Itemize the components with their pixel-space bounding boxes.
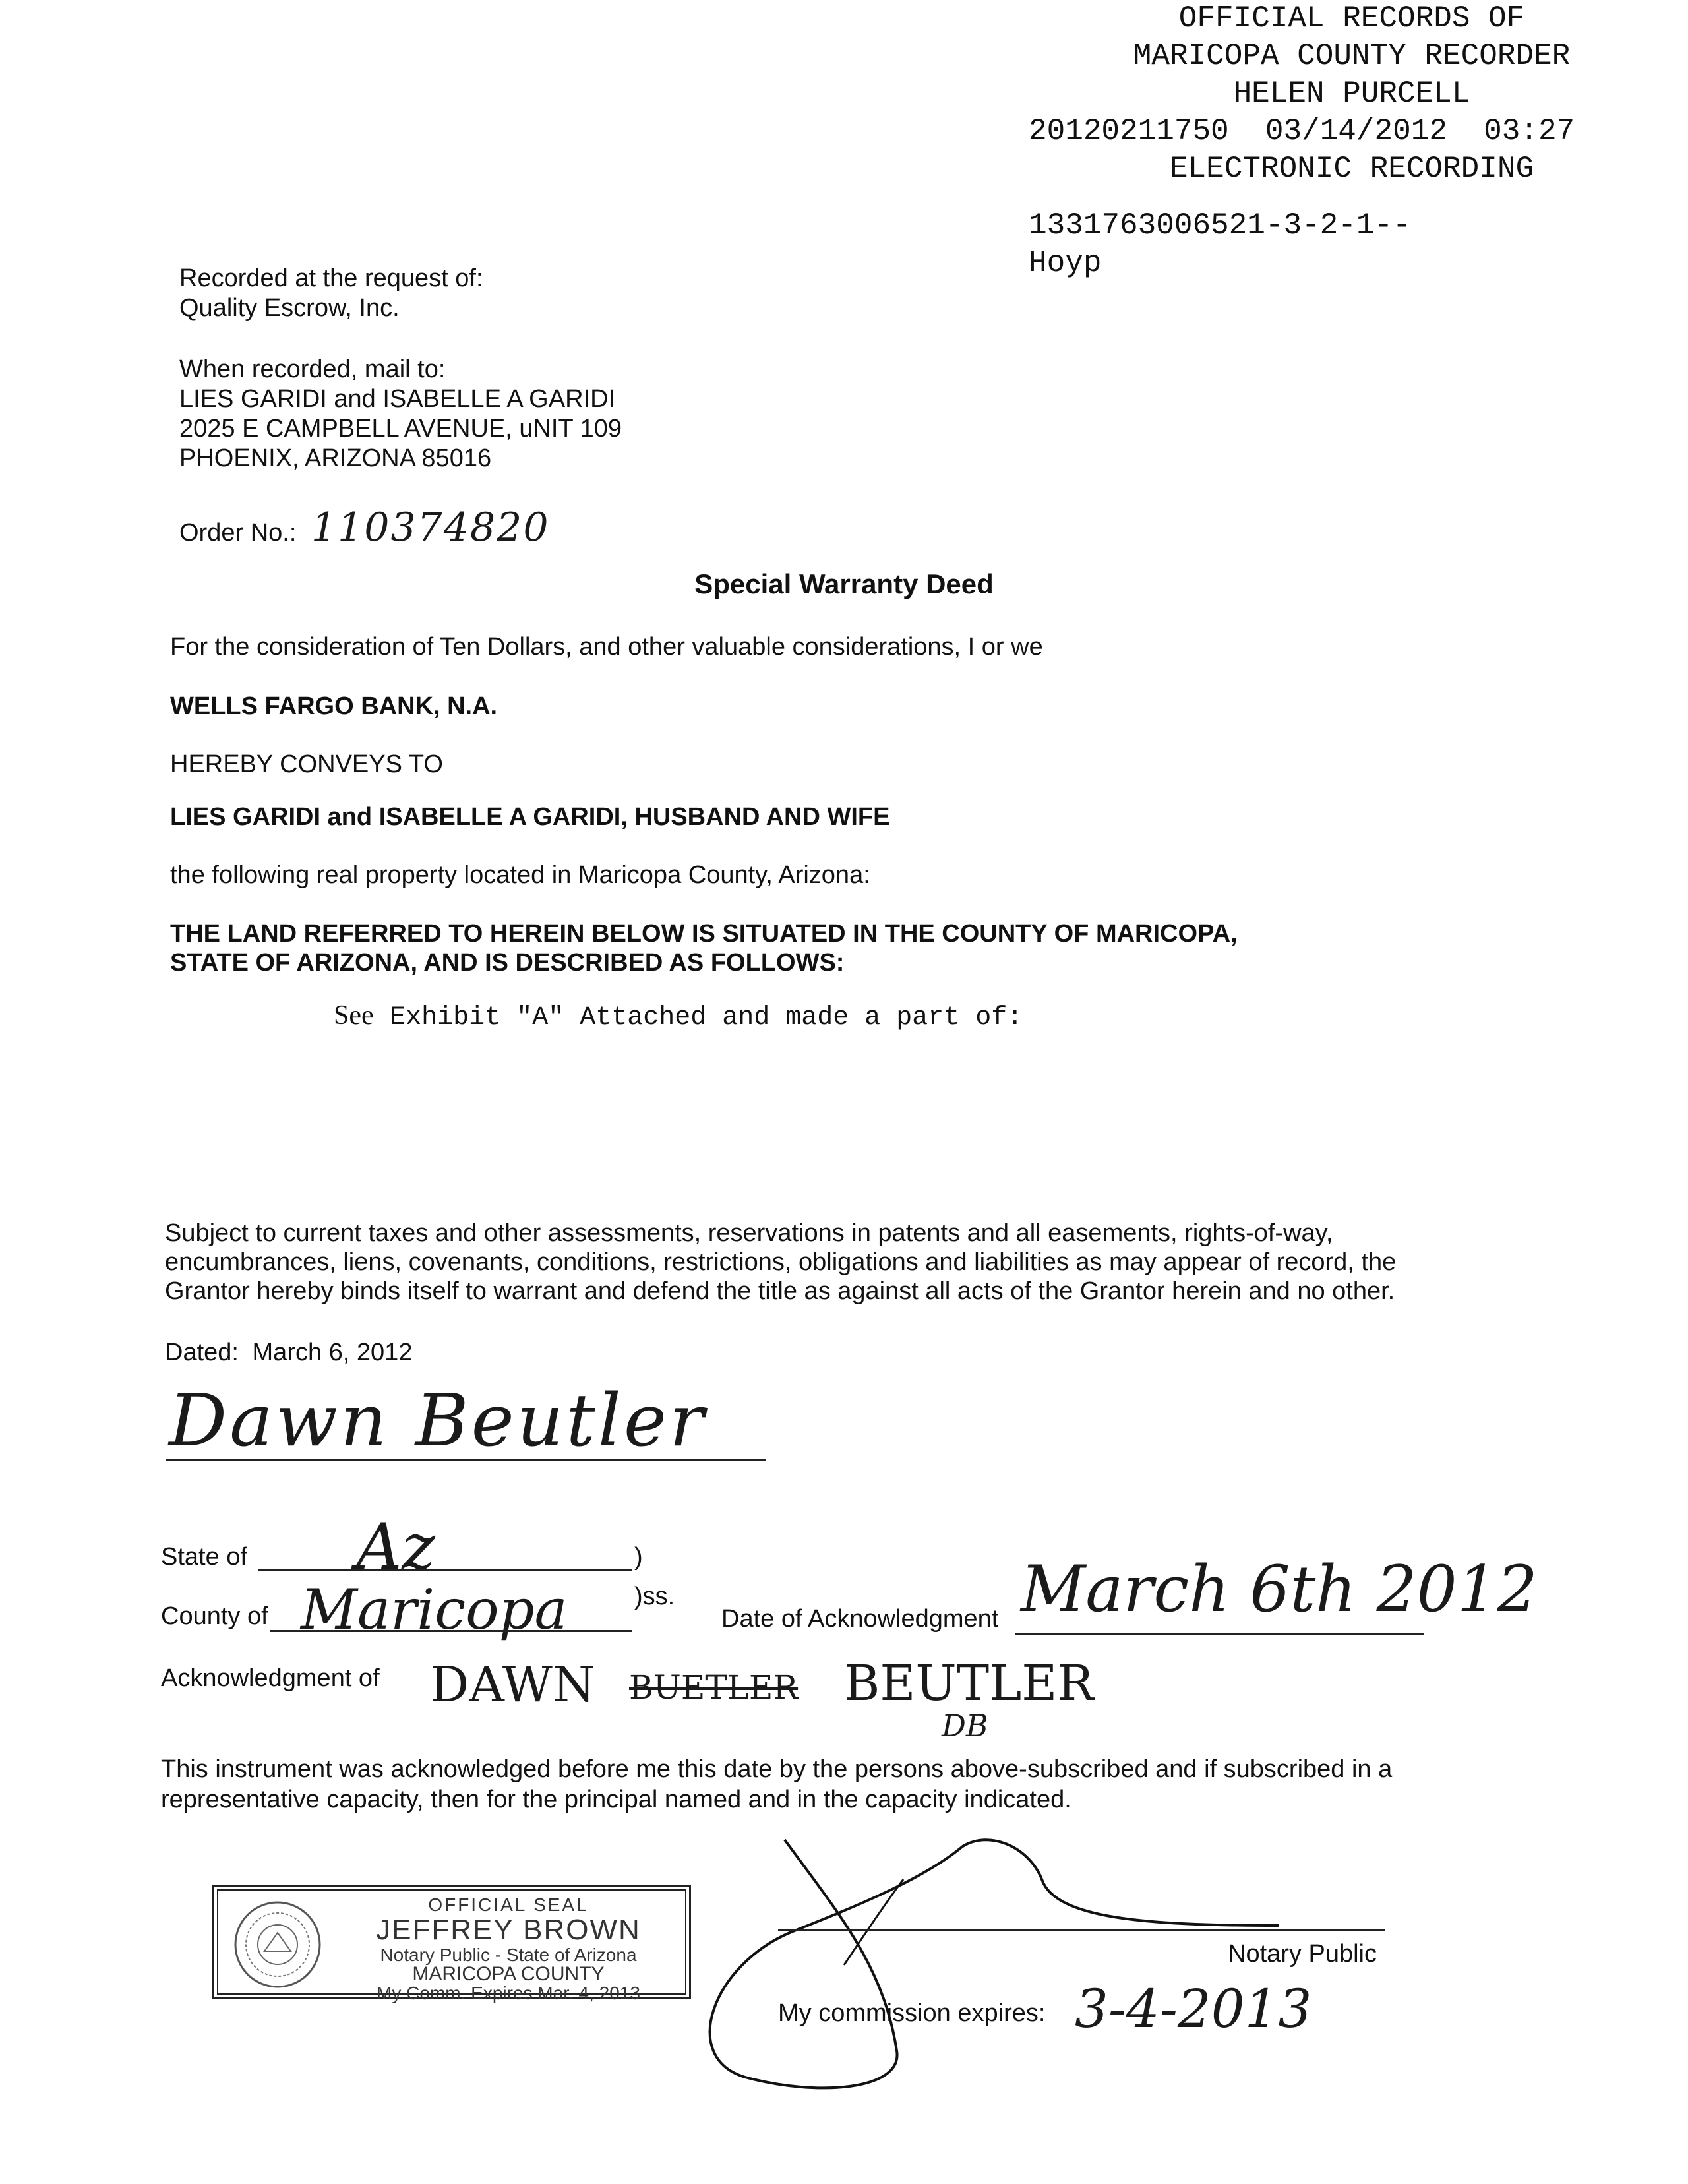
- recorded-request-block: [179, 264, 483, 323]
- consideration-text: For the consideration of Ten Dollars, and other valuable considerations, I or we: [170, 633, 1043, 661]
- ack-of-first-handwritten: DAWN: [430, 1656, 595, 1713]
- land-description: [170, 919, 1238, 977]
- order-number-row: [179, 504, 550, 551]
- recording-type: ELECTRONIC RECORDING: [1169, 152, 1534, 186]
- property-intro: the following real property located in Maricopa County, Arizona:: [170, 861, 870, 889]
- recording-date: 03/14/2012: [1265, 114, 1447, 148]
- order-number-handwritten: 110374820: [311, 504, 550, 551]
- grantee-name: LIES GARIDI and ISABELLE A GARIDI, HUSBAND AND WIFE: [170, 803, 890, 831]
- land-line-2: STATE OF ARIZONA, AND IS DESCRIBED AS FOLLOWS:: [170, 949, 845, 977]
- recorded-request-name: Quality Escrow, Inc.: [179, 294, 400, 322]
- ack-date-handwritten: March 6th 2012: [1021, 1552, 1538, 1626]
- mail-to-address-1: 2025 E CAMPBELL AVENUE, uNIT 109: [179, 415, 622, 442]
- recorder-line-2: MARICOPA COUNTY RECORDER: [1133, 39, 1571, 73]
- notary-signature-line: [778, 1929, 1385, 1931]
- subject-line-2: encumbrances, liens, covenants, conditions, restrictions, obligations and liabilities as may appear of record, the: [165, 1248, 1397, 1276]
- mail-to-label: When recorded, mail to:: [179, 355, 446, 383]
- commission-label: My commission expires:: [778, 1999, 1046, 2027]
- recorder-line-1: OFFICIAL RECORDS OF: [1178, 1, 1525, 36]
- dated-row: [165, 1337, 412, 1368]
- deed-title: Special Warranty Deed: [694, 568, 994, 599]
- county-ss: )ss.: [634, 1583, 675, 1610]
- ack-statement-line-1: This instrument was acknowledged before me this date by the persons above-subscribed and if subscribed in a: [161, 1755, 1393, 1783]
- land-line-1: THE LAND REFERRED TO HEREIN BELOW IS SITUATED IN THE COUNTY OF MARICOPA,: [170, 920, 1238, 948]
- recorder-line-3: HELEN PURCELL: [1233, 76, 1470, 111]
- exhibit-reference: [334, 1000, 1023, 1033]
- ack-of-label: Acknowledgment of: [161, 1664, 380, 1692]
- recording-info-row: [1029, 113, 1675, 150]
- ack-statement-line-2: representative capacity, then for the principal named and in the capacity indicated.: [161, 1786, 1071, 1813]
- exhibit-text: Exhibit "A" Attached and made a part of:: [390, 1003, 1023, 1033]
- recording-id: 1331763006521-3-2-1--: [1029, 208, 1411, 243]
- seal-line-5: My Comm. Expires Mar. 4, 2013: [377, 1983, 640, 2003]
- document-number: 20120211750: [1029, 114, 1229, 148]
- subject-to-paragraph: [165, 1219, 1536, 1306]
- county-value-handwritten: Maricopa: [301, 1577, 568, 1642]
- state-value-handwritten: Az: [356, 1510, 435, 1584]
- notary-seal: [212, 1885, 691, 2003]
- seal-line-2: JEFFREY BROWN: [376, 1914, 641, 1946]
- ack-of-struck-handwritten: BUETLER: [629, 1668, 799, 1707]
- order-number-label: Order No.:: [179, 519, 297, 547]
- recorded-request-label: Recorded at the request of:: [179, 264, 483, 292]
- county-label: County of: [161, 1602, 268, 1630]
- ack-date-line: [1015, 1633, 1424, 1635]
- dated-value: March 6, 2012: [252, 1339, 413, 1366]
- conveys-text: HEREBY CONVEYS TO: [170, 750, 443, 778]
- notary-title: Notary Public: [1228, 1940, 1377, 1968]
- seal-line-4: MARICOPA COUNTY: [412, 1963, 605, 1985]
- dated-label: Dated:: [165, 1339, 239, 1366]
- county-line: [270, 1630, 632, 1632]
- grantor-signature: Dawn Beutler: [169, 1378, 707, 1463]
- exhibit-see: See: [334, 1000, 374, 1031]
- mail-to-block: [179, 355, 622, 473]
- ack-initials-handwritten: DB: [942, 1708, 988, 1744]
- mail-to-name: LIES GARIDI and ISABELLE A GARIDI: [179, 385, 616, 413]
- signature-line: [166, 1459, 766, 1461]
- seal-text: [337, 1896, 680, 2003]
- state-line: [258, 1569, 632, 1571]
- seal-line-3: Notary Public - State of Arizona: [380, 1945, 637, 1965]
- mail-to-address-2: PHOENIX, ARIZONA 85016: [179, 444, 492, 472]
- grantor-name: WELLS FARGO BANK, N.A.: [170, 692, 498, 720]
- ack-statement: [161, 1754, 1392, 1815]
- state-paren: ): [634, 1543, 643, 1571]
- recorder-stamp: [1029, 0, 1675, 282]
- subject-line-1: Subject to current taxes and other assessments, reservations in patents and all easements, rights-of-way,: [165, 1219, 1333, 1247]
- ack-of-last-handwritten: BEUTLER: [844, 1655, 1094, 1712]
- recording-time: 03:27: [1484, 114, 1575, 148]
- recording-clerk: Hoyp: [1029, 246, 1102, 280]
- state-label: State of: [161, 1543, 247, 1571]
- subject-line-3: Grantor hereby binds itself to warrant and defend the title as against all acts of the Grantor herein and no other.: [165, 1277, 1395, 1305]
- state-seal-icon: [231, 1898, 324, 1991]
- commission-value-handwritten: 3-4-2013: [1075, 1978, 1312, 2040]
- seal-line-1: OFFICIAL SEAL: [428, 1895, 589, 1915]
- ack-date-label: Date of Acknowledgment: [721, 1605, 999, 1633]
